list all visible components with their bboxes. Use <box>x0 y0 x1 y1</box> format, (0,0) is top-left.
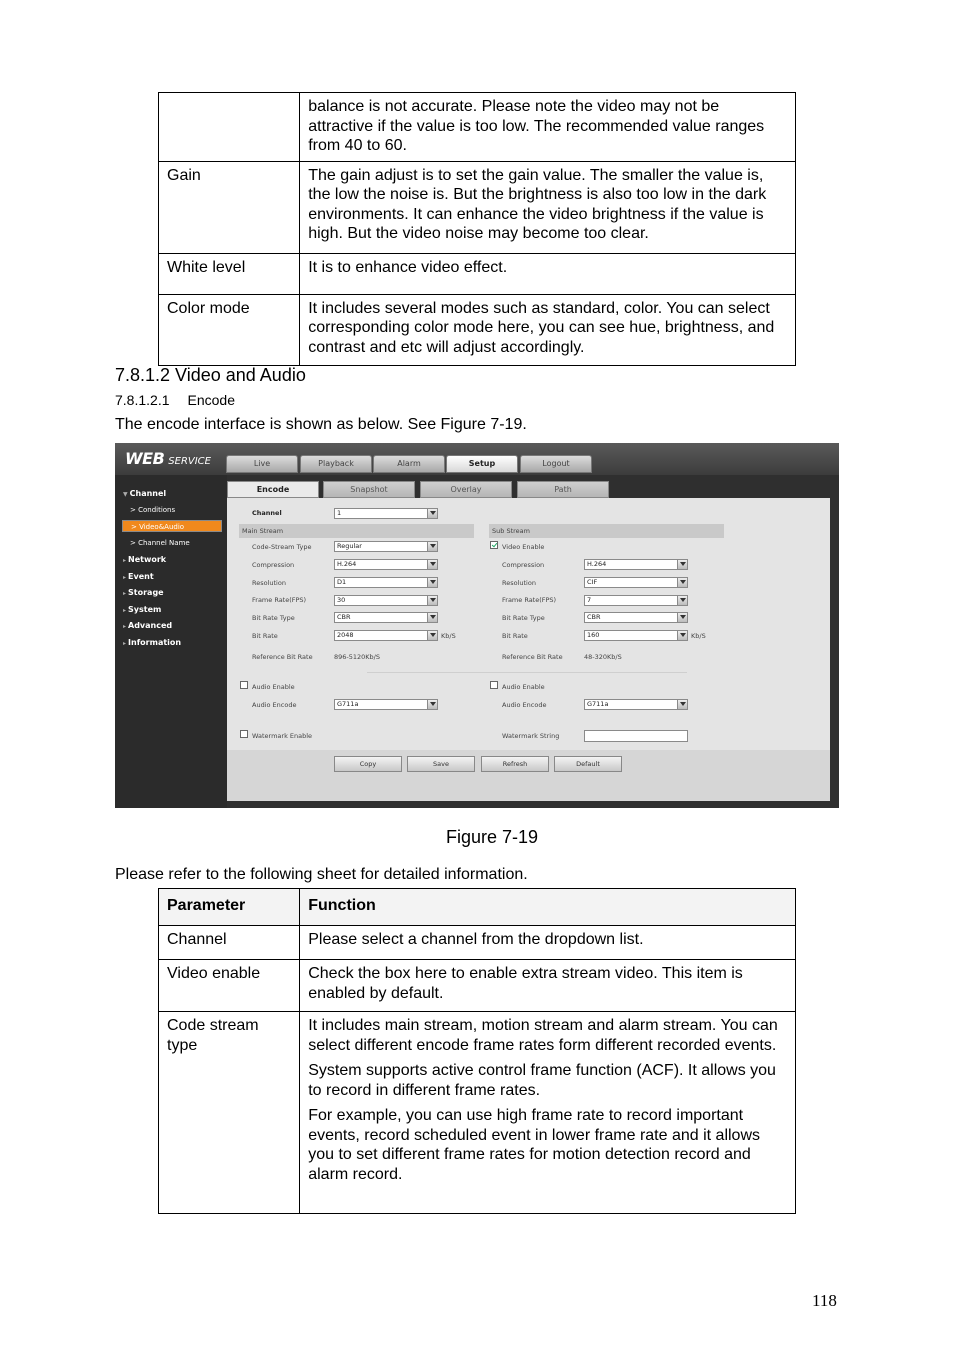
desc-cell: The gain adjust is to set the gain value. The smaller the value is, the low the noise is. But the brightness is also too low in the dark environments. It can enhance the video brightness if the value is high. But the video noise may become too clear. <box>300 161 796 253</box>
param-cell <box>159 93 300 162</box>
main-compression-select[interactable]: H.264 <box>334 559 438 570</box>
watermark-string-label: Watermark String <box>502 732 560 740</box>
sub-ref-bit-rate-value: 48-320Kb/S <box>584 653 622 661</box>
save-button[interactable]: Save <box>407 756 475 772</box>
param-cell: Video enable <box>159 960 300 1012</box>
chevron-down-icon <box>677 560 687 569</box>
sidebar-item-system[interactable]: ▸ System <box>123 605 162 614</box>
parameter-table-continued <box>158 92 796 366</box>
sub-audio-enable-checkbox[interactable] <box>490 681 498 689</box>
chevron-down-icon <box>677 596 687 605</box>
chevron-down-icon: ▼ <box>123 491 128 498</box>
tab-snapshot[interactable]: Snapshot <box>323 481 415 498</box>
desc-cell: It includes several modes such as standard, color. You can select corresponding color mode here, you can see hue, brightness, and contrast and etc will adjust accordingly. <box>300 294 796 365</box>
main-resolution-select[interactable]: D1 <box>334 577 438 588</box>
table-row <box>159 93 796 162</box>
desc-paragraph: System supports active control frame function (ACF). It allows you to record in different frame rates. <box>308 1062 776 1099</box>
header-function: Function <box>300 889 796 926</box>
table-row <box>159 926 796 960</box>
chevron-down-icon <box>427 631 437 640</box>
copy-button[interactable]: Copy <box>334 756 402 772</box>
main-frame-rate-label: Frame Rate(FPS) <box>252 596 307 604</box>
main-resolution-label: Resolution <box>252 579 286 587</box>
chevron-down-icon <box>677 631 687 640</box>
sidebar-item-video-audio[interactable]: > Video&Audio <box>122 520 222 532</box>
subsection-number: 7.8.1.2.1 <box>115 392 170 408</box>
sub-stream-header: Sub Stream <box>489 524 724 538</box>
sidebar-item-network[interactable]: ▸ Network <box>123 555 167 564</box>
main-audio-enable-checkbox[interactable] <box>240 681 248 689</box>
table-row <box>159 1012 796 1214</box>
sub-resolution-label: Resolution <box>502 579 536 587</box>
sub-bit-rate-select[interactable]: 160 <box>584 630 688 641</box>
chevron-down-icon <box>677 578 687 587</box>
table-row <box>159 960 796 1012</box>
subsection-heading <box>115 392 235 408</box>
chevron-down-icon <box>427 560 437 569</box>
encode-screenshot <box>115 443 839 808</box>
sub-bit-rate-type-select[interactable]: CBR <box>584 612 688 623</box>
param-cell: Code stream type <box>159 1012 300 1214</box>
subsection-title: Encode <box>187 392 235 408</box>
sub-compression-select[interactable]: H.264 <box>584 559 688 570</box>
desc-cell: It is to enhance video effect. <box>300 253 796 294</box>
section-heading: 7.8.1.2 Video and Audio <box>115 365 306 385</box>
sub-tabs <box>227 481 839 499</box>
sub-audio-enable-label: Audio Enable <box>502 683 545 691</box>
desc-cell: Please select a channel from the dropdown list. <box>300 926 796 960</box>
chevron-down-icon <box>427 596 437 605</box>
top-bar <box>115 443 839 475</box>
chevron-right-icon: > <box>131 523 140 531</box>
web-service-logo: WEB SERVICE <box>125 449 211 468</box>
watermark-string-input[interactable] <box>584 730 688 742</box>
sub-frame-rate-select[interactable]: 7 <box>584 595 688 606</box>
main-ref-bit-rate-value: 896-5120Kb/S <box>334 653 380 661</box>
default-button[interactable]: Default <box>554 756 622 772</box>
param-cell: Color mode <box>159 294 300 365</box>
chevron-down-icon <box>677 700 687 709</box>
sidebar-item-channel[interactable]: ▼ Channel <box>123 489 167 498</box>
main-audio-enable-label: Audio Enable <box>252 683 295 691</box>
intro-paragraph: The encode interface is shown as below. See Figure 7-19. <box>115 416 527 433</box>
sub-audio-encode-label: Audio Encode <box>502 701 547 709</box>
main-bit-rate-select[interactable]: 2048 <box>334 630 438 641</box>
divider <box>367 672 687 673</box>
chevron-down-icon <box>427 542 437 551</box>
figure-caption: Figure 7-19 <box>445 827 539 847</box>
code-stream-type-select[interactable]: Regular <box>334 541 438 552</box>
desc-cell: balance is not accurate. Please note the video may not be attractive if the value is too low. The recommended value ranges from 40 to 60. <box>300 93 796 162</box>
desc-cell <box>300 1012 796 1214</box>
sidebar-item-channel-name[interactable]: > Channel Name <box>130 539 190 547</box>
main-frame-rate-select[interactable]: 30 <box>334 595 438 606</box>
sidebar-item-event[interactable]: ▸ Event <box>123 572 154 581</box>
tab-logout[interactable]: Logout <box>520 455 592 473</box>
table-row <box>159 161 796 253</box>
triangle-right-icon: ▸ <box>123 623 127 630</box>
tab-playback[interactable]: Playback <box>300 455 372 473</box>
chevron-down-icon <box>427 578 437 587</box>
video-enable-checkbox[interactable] <box>490 541 498 549</box>
watermark-enable-checkbox[interactable] <box>240 730 248 738</box>
sub-frame-rate-label: Frame Rate(FPS) <box>502 596 557 604</box>
sub-bit-rate-type-label: Bit Rate Type <box>502 614 545 622</box>
param-cell: Gain <box>159 161 300 253</box>
chevron-down-icon <box>427 700 437 709</box>
main-ref-bit-rate-label: Reference Bit Rate <box>252 653 313 661</box>
main-audio-encode-select[interactable]: G711a <box>334 699 438 710</box>
sidebar-item-advanced[interactable]: ▸ Advanced <box>123 621 173 630</box>
table-row <box>159 294 796 365</box>
desc-paragraph: For example, you can use high frame rate to record important events, record scheduled event in lower frame rate and it allows you to set different frame rates for motion detection record and alarm record. <box>308 1107 761 1183</box>
chevron-right-icon: > <box>130 539 139 547</box>
main-audio-encode-label: Audio Encode <box>252 701 297 709</box>
main-bit-rate-type-select[interactable]: CBR <box>334 612 438 623</box>
param-cell: Channel <box>159 926 300 960</box>
tab-alarm[interactable]: Alarm <box>373 455 445 473</box>
sub-audio-encode-select[interactable]: G711a <box>584 699 688 710</box>
tab-overlay[interactable]: Overlay <box>420 481 512 498</box>
chevron-down-icon <box>427 509 437 518</box>
sidebar-item-storage[interactable]: ▸ Storage <box>123 588 164 597</box>
channel-label: Channel <box>252 509 282 517</box>
refresh-button[interactable]: Refresh <box>481 756 549 772</box>
sub-resolution-select[interactable]: CIF <box>584 577 688 588</box>
sub-bit-rate-unit: Kb/S <box>691 632 706 640</box>
main-bit-rate-unit: Kb/S <box>441 632 456 640</box>
sub-ref-bit-rate-label: Reference Bit Rate <box>502 653 563 661</box>
param-cell: White level <box>159 253 300 294</box>
page-number: 118 <box>812 1291 837 1310</box>
refer-paragraph: Please refer to the following sheet for detailed information. <box>115 866 528 883</box>
header-parameter: Parameter <box>159 889 300 926</box>
tab-setup[interactable]: Setup <box>446 455 518 473</box>
chevron-down-icon <box>427 613 437 622</box>
watermark-enable-label: Watermark Enable <box>252 732 313 740</box>
desc-paragraph: It includes main stream, motion stream and alarm stream. You can select different encode frame rates form different recorded events. <box>308 1017 778 1054</box>
sidebar <box>115 475 227 808</box>
parameter-table <box>158 888 796 1214</box>
main-bit-rate-label: Bit Rate <box>252 632 278 640</box>
sidebar-item-information[interactable]: ▸ Information <box>123 638 182 647</box>
channel-select[interactable]: 1 <box>334 508 438 519</box>
tab-live[interactable]: Live <box>226 455 298 473</box>
triangle-right-icon: ▸ <box>123 640 127 647</box>
sidebar-item-conditions[interactable]: > Conditions <box>130 506 176 514</box>
main-stream-header: Main Stream <box>239 524 474 538</box>
table-header-row <box>159 889 796 926</box>
chevron-down-icon <box>677 613 687 622</box>
chevron-right-icon: > <box>130 506 139 514</box>
triangle-right-icon: ▸ <box>123 607 127 614</box>
sub-bit-rate-label: Bit Rate <box>502 632 528 640</box>
tab-encode[interactable]: Encode <box>227 481 319 498</box>
tab-path[interactable]: Path <box>517 481 609 498</box>
video-enable-label: Video Enable <box>502 543 545 551</box>
triangle-right-icon: ▸ <box>123 574 127 581</box>
triangle-right-icon: ▸ <box>123 557 127 564</box>
main-bit-rate-type-label: Bit Rate Type <box>252 614 295 622</box>
table-row <box>159 253 796 294</box>
encode-panel <box>227 498 830 801</box>
code-stream-type-label: Code-Stream Type <box>252 543 312 551</box>
main-compression-label: Compression <box>252 561 295 569</box>
desc-cell: Check the box here to enable extra stream video. This item is enabled by default. <box>300 960 796 1012</box>
triangle-right-icon: ▸ <box>123 590 127 597</box>
sub-compression-label: Compression <box>502 561 545 569</box>
